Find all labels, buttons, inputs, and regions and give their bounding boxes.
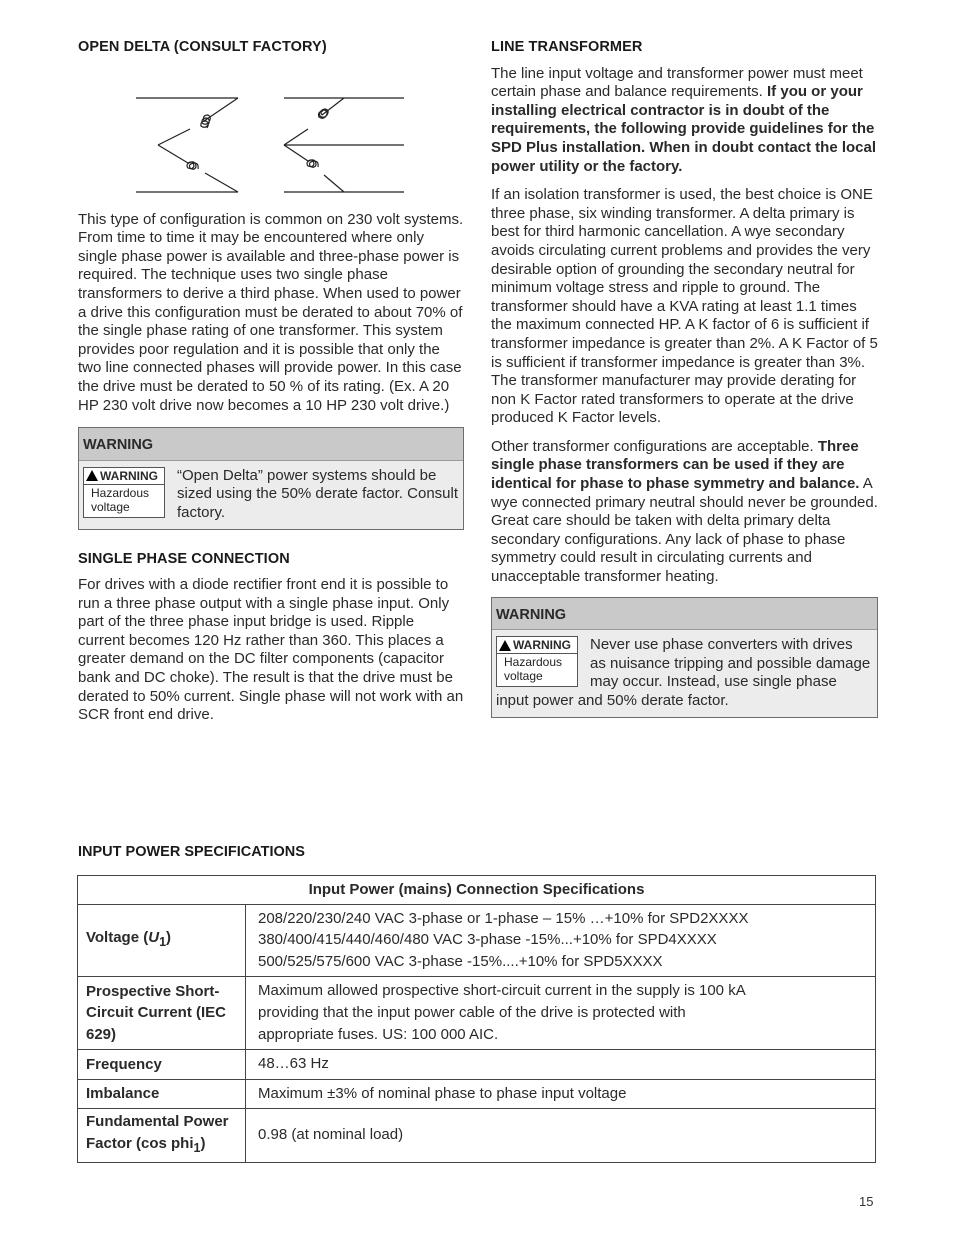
p1-bold: If you or your installing electrical contractor is in doubt of the requirements, the following provide guidelines for the SPD Plus installation. When in doubt contact the local power utility or the factory. — [491, 83, 877, 175]
badge-title: WARNING — [100, 468, 158, 483]
left-column — [78, 38, 464, 725]
open-delta-diagram — [78, 65, 464, 201]
input-power-table — [77, 875, 876, 1163]
warning-text: Never use phase converters with drives as nuisance tripping and possible damage may occur. Instead, use single phase input power and 50% derate factor. — [496, 636, 871, 709]
right-column — [491, 38, 878, 738]
table-row — [78, 977, 876, 1050]
row-label: Prospective Short-Circuit Current (IEC 629) — [78, 977, 246, 1050]
line-transformer-heading: LINE TRANSFORMER — [491, 39, 643, 55]
row-label: Voltage $(U_1)$ — [78, 904, 246, 977]
row-label: Frequency — [78, 1050, 246, 1080]
table-row — [78, 904, 876, 977]
hazard-badge — [83, 467, 165, 518]
row-value: 0.98 (at nominal load) — [246, 1109, 876, 1162]
transformer-p3 — [491, 438, 878, 587]
p3-normal-a: Other transformer configurations are acceptable. — [491, 437, 814, 455]
row-value: Maximum allowed prospective short-circuit current in the supply is 100 kA providing that the input power cable of the drive is protected with appropriate fuses. US: 100 000 AIC. — [246, 977, 876, 1050]
phase-converter-warning — [491, 597, 878, 718]
row-value: 48…63 Hz — [246, 1050, 876, 1080]
warning-header: WARNING — [492, 598, 877, 631]
p3-bold: Three single phase transformers can be used if they are identical for phase to phase symmetry and balance. — [491, 437, 860, 493]
single-phase-text: For drives with a diode rectifier front end it is possible to run a three phase output with a single phase input. Only part of the three phase input bridge is used. Ripple current becomes 120 Hz rather than 360. This places a greater demand on the DC filter components (capacitor bank and DC choke). The result is that the drive must be derated to 50% current. Single phase will not work with an SCR front end drive. — [78, 576, 464, 724]
transformer-p2: If an isolation transformer is used, the best choice is ONE three phase, six winding transformer. A delta primary is best for third harmonic cancellation. A wye secondary avoids circulating current problems and provides the very desirable option of grounding the secondary neutral for minimum voltage stress and ripple to ground. The transformer should have a KVA rating at least 1.1 times the maximum connected HP. A K factor of 6 is sufficient if transformer impedance is greater than 2%. A K Factor of 5 is sufficient if transformer impedance is greater than 3%. The transformer manufacturer may provide derating for non K Factor rated transformers to operate at the drive produced K Factor levels. — [491, 186, 878, 427]
badge-subtitle: Hazardous voltage — [504, 655, 563, 684]
single-phase-heading: SINGLE PHASE CONNECTION — [78, 550, 290, 567]
open-delta-heading: OPEN DELTA (CONSULT FACTORY) — [78, 39, 327, 55]
warning-triangle-icon — [86, 470, 98, 481]
warning-header: WARNING — [79, 428, 463, 461]
badge-subtitle: Hazardous voltage — [91, 485, 150, 514]
badge-title: WARNING — [513, 638, 571, 653]
open-delta-text: This type of configuration is common on 230 volt systems. From time to time it may be encountered where only single phase power is available and three-phase power is required. The technique uses two single phase transformers to derive a third phase. When used to power a drive this configuration must be derated to about 70% of the single phase rating of one transformer. This system provides poor regulation and it is possible that only the two line connected phases will provide power. In this case the drive must be derated to 50 % of its rating. (Ex. A 20 HP 230 volt drive now becomes a 10 HP 230 volt drive.) — [78, 210, 464, 414]
p1-normal: The line input voltage and transformer power must meet certain phase and balance requirements. — [491, 64, 863, 101]
p3-normal-b: A wye connected primary neutral should never be grounded. Great care should be taken with delta primary delta secondary configurations. Any lack of phase to phase symmetry could result in circulating currents and unacceptable transformer heating. — [491, 475, 878, 586]
warning-triangle-icon — [499, 640, 511, 651]
transformer-p1 — [491, 65, 878, 177]
table-row — [78, 1079, 876, 1109]
page-number: 15 — [859, 1194, 874, 1209]
row-label: Fundamental Power Factor (cos phi$_1$) — [78, 1109, 246, 1162]
hazard-badge — [496, 636, 578, 687]
warning-text: “Open Delta” power systems should be sized using the 50% derate factor. Consult factory. — [177, 466, 459, 521]
open-delta-warning — [78, 427, 464, 529]
row-label: Imbalance — [78, 1079, 246, 1109]
table-row — [78, 1109, 876, 1162]
table-title: Input Power (mains) Connection Specifications — [78, 876, 876, 905]
row-value: 208/220/230/240 VAC 3-phase or 1-phase – 15% …+10% for SPD2XXXX 380/400/415/440/460/480 VAC 3-phase -15%...+10% for SPD4XXXX 500/525/575/600 VAC 3-phase -15%....+10% for SPD5XXXX — [246, 904, 876, 977]
table-row — [78, 1050, 876, 1080]
input-power-heading: INPUT POWER SPECIFICATIONS — [78, 844, 305, 860]
row-value: Maximum ±3% of nominal phase to phase input voltage — [246, 1079, 876, 1109]
